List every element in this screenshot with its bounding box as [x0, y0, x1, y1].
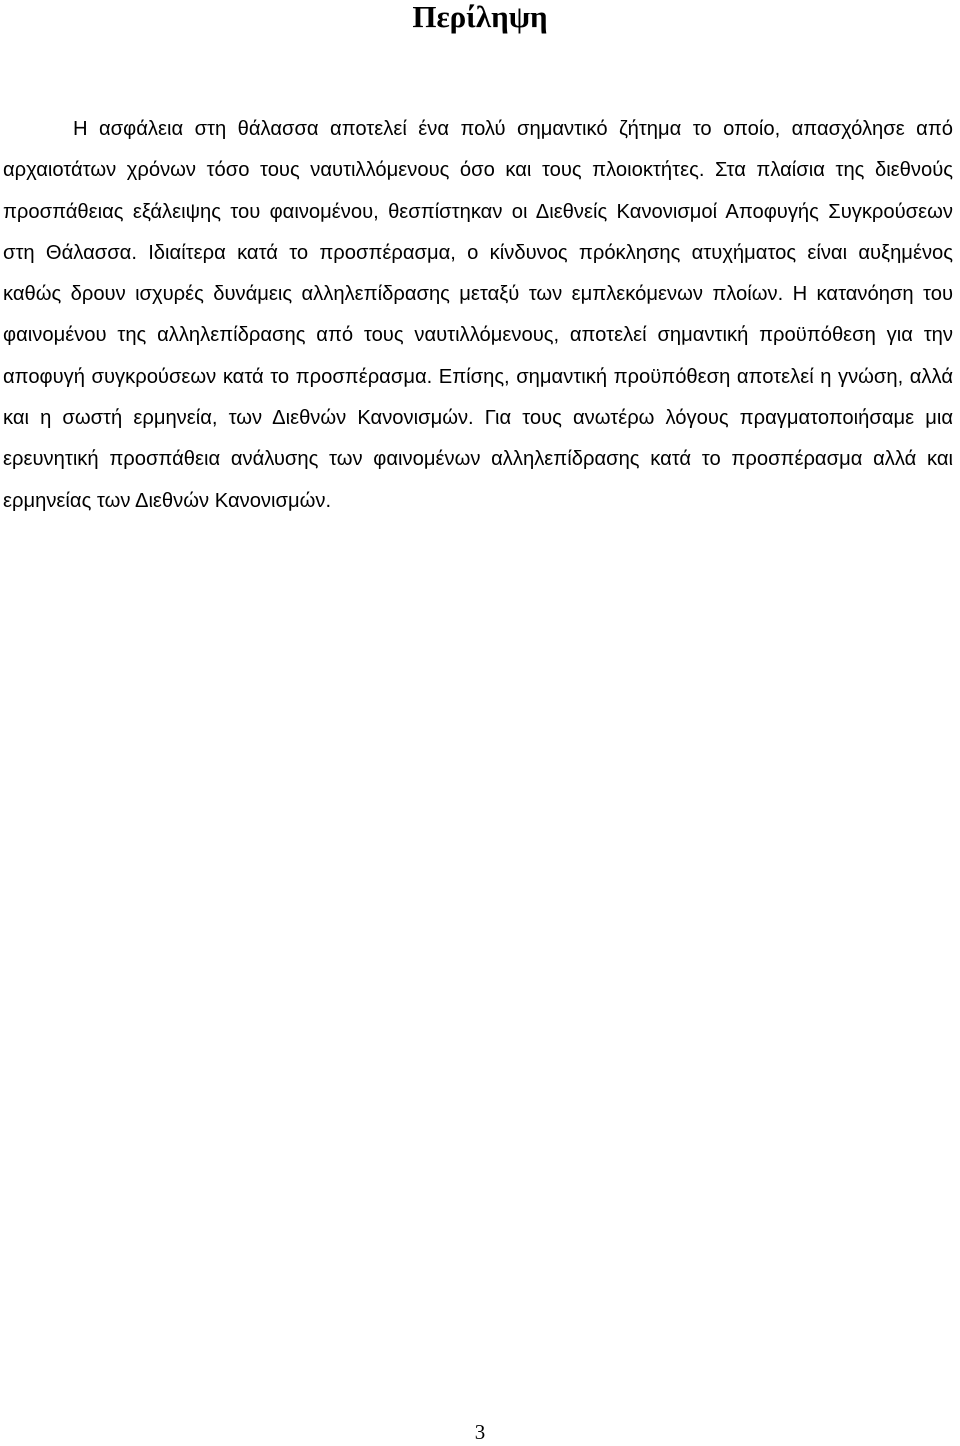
page-number: 3	[474, 1420, 486, 1444]
page-title: Περίληψη	[412, 0, 548, 34]
abstract-paragraph: Η ασφάλεια στη θάλασσα αποτελεί ένα πολύ σημαντικό ζήτημα το οποίο, απασχόλησε από αρχαιοτάτων χρόνων τόσο τους ναυτιλλόμενους όσο και τους πλοιοκτήτες. Στα πλαίσια της διεθνούς προσπάθειας εξάλειψης του φαινομένου, θεσπίστηκαν οι Διεθνείς Κανονισμοί Αποφυγής Συγκρούσεων στη Θάλασσα. Ιδιαίτερα κατά το προσπέρασμα, ο κίνδυνος πρόκλησης ατυχήματος είναι αυξημένος καθώς δρουν ισχυρές δυνάμεις αλληλεπίδρασης μεταξύ των εμπλεκόμενων πλοίων. Η κατανόηση του φαινομένου της αλληλεπίδρασης από τους ναυτιλλόμενους, αποτελεί σημαντική προϋπόθεση για την αποφυγή συγκρούσεων κατά το προσπέρασμα. Επίσης, σημαντική προϋπόθεση αποτελεί η γνώση, αλλά και η σωστή ερμηνεία, των Διεθνών Κανονισμών. Για τους ανωτέρω λόγους πραγματοποιήσαμε μια ερευνητική προσπάθεια ανάλυσης των φαινομένων αλληλεπίδρασης κατά το προσπέρασμα αλλά και ερμηνείας των Διεθνών Κανονισμών.	[3, 118, 953, 512]
